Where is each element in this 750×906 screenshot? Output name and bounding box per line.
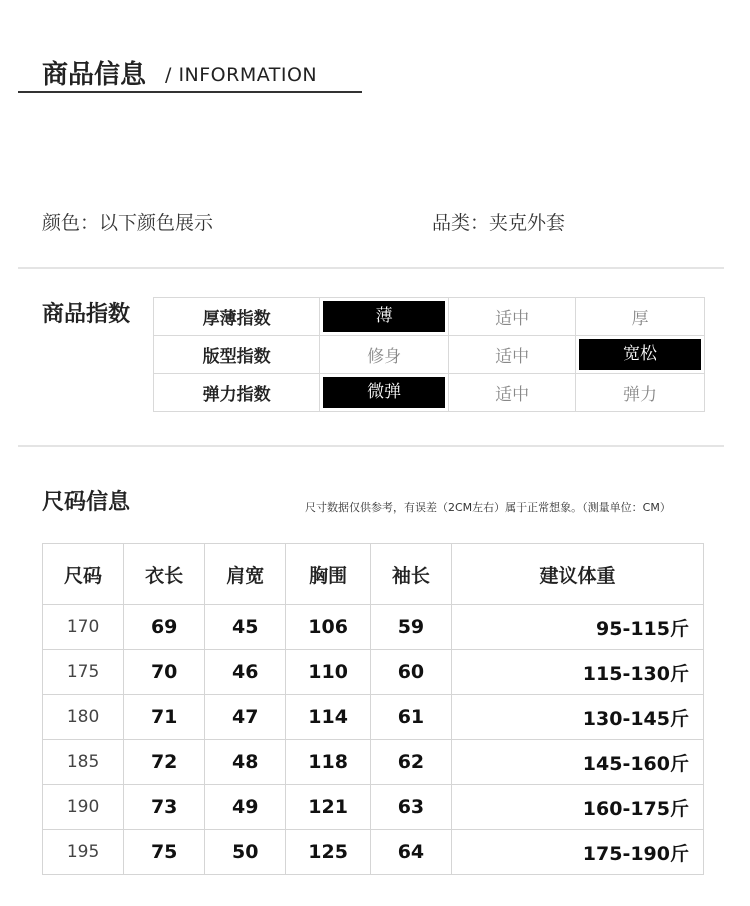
index-option-cell [320, 336, 449, 374]
index-option-cell [576, 374, 705, 412]
index-row [154, 336, 705, 374]
size-cell: 185 [43, 740, 124, 785]
index-option: 适中 [495, 309, 530, 329]
index-option-cell [449, 298, 576, 336]
size-cell: 45 [205, 605, 286, 650]
size-cell: 72 [124, 740, 205, 785]
size-column-header: 建议体重 [451, 544, 703, 605]
size-cell: 175-190斤 [451, 830, 703, 875]
index-row [154, 374, 705, 412]
size-cell: 70 [124, 650, 205, 695]
size-cell: 175 [43, 650, 124, 695]
category-info: 品类：夹克外套 [432, 212, 566, 234]
size-cell: 125 [286, 830, 371, 875]
index-option-selected: 薄 [323, 301, 445, 332]
size-row [43, 650, 704, 695]
index-option-cell [320, 374, 449, 412]
index-row-label: 弹力指数 [154, 374, 320, 412]
size-cell: 110 [286, 650, 371, 695]
size-column-header: 衣长 [124, 544, 205, 605]
size-table [42, 543, 704, 875]
size-column-header: 尺码 [43, 544, 124, 605]
size-table-header [43, 544, 704, 605]
page-subtitle: / INFORMATION [165, 64, 318, 86]
index-option: 适中 [495, 385, 530, 405]
size-column-header: 袖长 [370, 544, 451, 605]
size-cell: 118 [286, 740, 371, 785]
size-row [43, 695, 704, 740]
index-option-selected: 宽松 [579, 339, 701, 370]
size-cell: 47 [205, 695, 286, 740]
size-cell: 180 [43, 695, 124, 740]
index-option: 修身 [367, 347, 402, 367]
index-option: 弹力 [623, 385, 658, 405]
index-option-cell [576, 298, 705, 336]
size-row [43, 830, 704, 875]
size-cell: 195 [43, 830, 124, 875]
index-table [153, 297, 705, 412]
size-cell: 62 [370, 740, 451, 785]
size-cell: 46 [205, 650, 286, 695]
size-cell: 64 [370, 830, 451, 875]
divider-middle [18, 445, 724, 447]
index-option-cell [576, 336, 705, 374]
index-row-label: 厚薄指数 [154, 298, 320, 336]
size-section-title: 尺码信息 [42, 490, 131, 515]
index-row-label: 版型指数 [154, 336, 320, 374]
size-cell: 59 [370, 605, 451, 650]
size-cell: 115-130斤 [451, 650, 703, 695]
size-cell: 73 [124, 785, 205, 830]
divider-top [18, 267, 724, 269]
size-cell: 130-145斤 [451, 695, 703, 740]
index-row [154, 298, 705, 336]
index-option-cell [449, 374, 576, 412]
size-cell: 69 [124, 605, 205, 650]
size-row [43, 605, 704, 650]
page-title: 商品信息 [42, 60, 147, 90]
size-cell: 170 [43, 605, 124, 650]
size-cell: 121 [286, 785, 371, 830]
size-column-header: 胸围 [286, 544, 371, 605]
index-section-title: 商品指数 [42, 302, 131, 327]
size-cell: 50 [205, 830, 286, 875]
size-cell: 63 [370, 785, 451, 830]
size-cell: 49 [205, 785, 286, 830]
size-cell: 95-115斤 [451, 605, 703, 650]
size-cell: 75 [124, 830, 205, 875]
size-note: 尺寸数据仅供参考，有误差（2CM左右）属于正常想象。（测量单位：CM） [305, 501, 671, 514]
size-cell: 114 [286, 695, 371, 740]
index-option: 厚 [631, 309, 649, 329]
size-column-header: 肩宽 [205, 544, 286, 605]
size-cell: 145-160斤 [451, 740, 703, 785]
size-cell: 48 [205, 740, 286, 785]
size-cell: 190 [43, 785, 124, 830]
size-cell: 106 [286, 605, 371, 650]
size-cell: 61 [370, 695, 451, 740]
size-row [43, 785, 704, 830]
index-option-cell [449, 336, 576, 374]
size-cell: 60 [370, 650, 451, 695]
title-underline [18, 91, 362, 93]
index-option: 适中 [495, 347, 530, 367]
color-info: 颜色：以下颜色展示 [42, 212, 214, 234]
index-option-selected: 微弹 [323, 377, 445, 408]
size-cell: 71 [124, 695, 205, 740]
index-option-cell [320, 298, 449, 336]
size-row [43, 740, 704, 785]
size-cell: 160-175斤 [451, 785, 703, 830]
